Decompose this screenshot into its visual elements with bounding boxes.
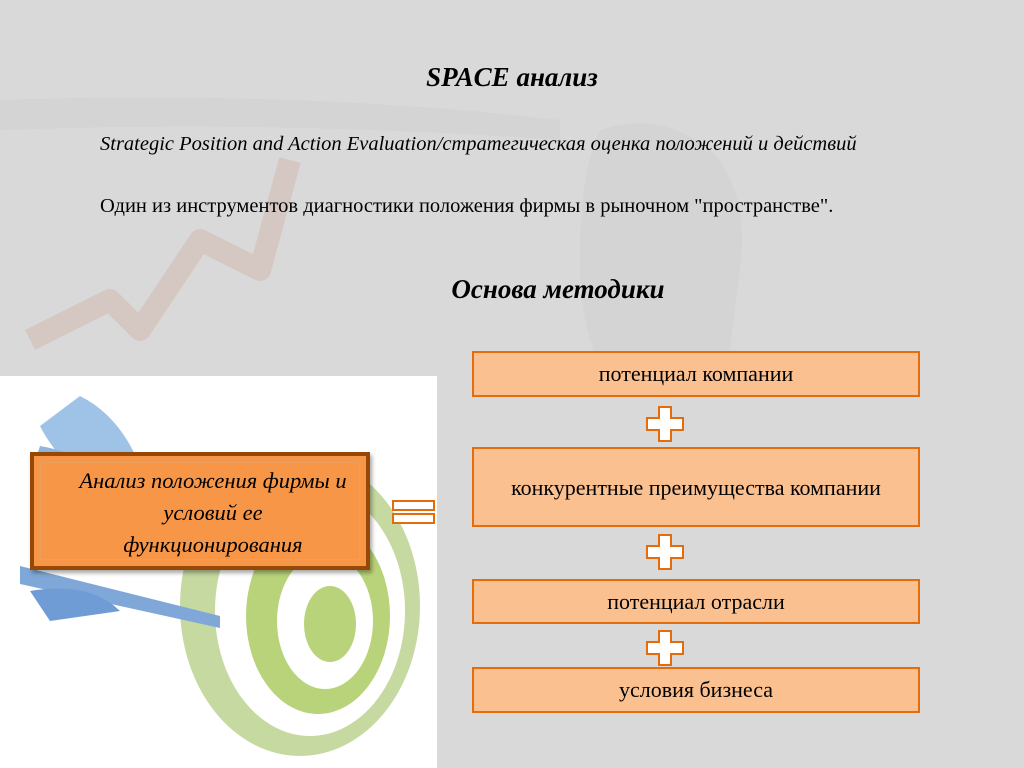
definition-paragraph (52, 130, 966, 159)
section-subtitle: Основа методики (451, 274, 665, 304)
factor-box-industry-potential (472, 579, 920, 624)
factor-label: конкурентные преимущества компании (511, 474, 881, 500)
equals-sign-icon (391, 499, 436, 525)
factor-box-company-potential (472, 351, 920, 397)
definition-text: Strategic Position and Action Evaluation/стратегическая оценка положений и действий (100, 133, 857, 155)
description-paragraph (52, 192, 966, 221)
factor-box-competitive-advantages (472, 447, 920, 527)
factor-box-business-conditions (472, 667, 920, 713)
analysis-box-text: Анализ положения фирмы и условий ее функционирования (79, 468, 347, 557)
plus-sign-icon (645, 405, 685, 443)
slide-title: SPACE анализ (426, 62, 598, 92)
factor-label: потенциал компании (598, 361, 794, 386)
factor-label: потенциал отрасли (607, 588, 785, 614)
description-text: Один из инструментов диагностики положения фирмы в рыночном "пространстве". (100, 195, 834, 217)
plus-sign-icon (645, 629, 685, 667)
factor-label: условия бизнеса (618, 677, 774, 702)
plus-sign-icon (645, 533, 685, 571)
analysis-box (30, 452, 370, 570)
target-darts-illustration (0, 376, 437, 768)
